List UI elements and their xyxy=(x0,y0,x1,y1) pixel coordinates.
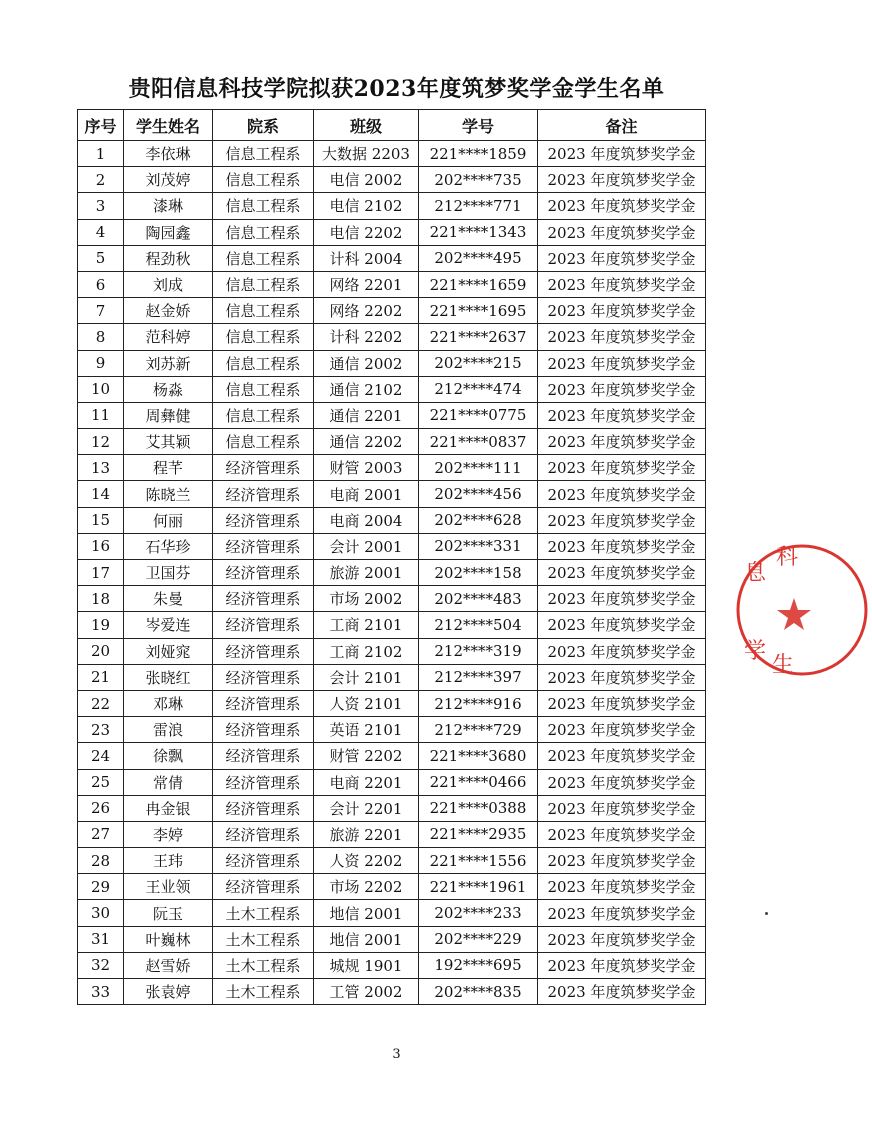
row-no: 11 xyxy=(78,402,124,428)
student-name: 范科婷 xyxy=(124,324,213,350)
department: 信息工程系 xyxy=(213,324,314,350)
table-row xyxy=(78,743,706,769)
header-no: 序号 xyxy=(78,110,124,141)
table-row xyxy=(78,429,706,455)
student-name: 刘苏新 xyxy=(124,350,213,376)
row-no: 3 xyxy=(78,193,124,219)
student-id: 221****2637 xyxy=(419,324,538,350)
department: 经济管理系 xyxy=(213,690,314,716)
class-name: 大数据 2203 xyxy=(314,141,419,167)
student-name: 何丽 xyxy=(124,507,213,533)
student-id: 221****3680 xyxy=(419,743,538,769)
department: 信息工程系 xyxy=(213,167,314,193)
row-no: 16 xyxy=(78,533,124,559)
class-name: 会计 2201 xyxy=(314,795,419,821)
row-no: 14 xyxy=(78,481,124,507)
table-row xyxy=(78,926,706,952)
row-no: 19 xyxy=(78,612,124,638)
class-name: 通信 2202 xyxy=(314,429,419,455)
remark: 2023 年度筑梦奖学金 xyxy=(538,586,706,612)
table-row xyxy=(78,455,706,481)
class-name: 工管 2002 xyxy=(314,979,419,1005)
remark: 2023 年度筑梦奖学金 xyxy=(538,717,706,743)
row-no: 22 xyxy=(78,690,124,716)
student-id: 202****835 xyxy=(419,979,538,1005)
table-row xyxy=(78,376,706,402)
department: 信息工程系 xyxy=(213,429,314,455)
svg-text:学: 学 xyxy=(744,639,767,664)
student-name: 朱曼 xyxy=(124,586,213,612)
class-name: 地信 2001 xyxy=(314,926,419,952)
department: 经济管理系 xyxy=(213,821,314,847)
student-name: 邓琳 xyxy=(124,690,213,716)
header-name: 学生姓名 xyxy=(124,110,213,141)
department: 土木工程系 xyxy=(213,900,314,926)
department: 经济管理系 xyxy=(213,533,314,559)
remark: 2023 年度筑梦奖学金 xyxy=(538,429,706,455)
table-row xyxy=(78,979,706,1005)
student-id: 202****735 xyxy=(419,167,538,193)
remark: 2023 年度筑梦奖学金 xyxy=(538,638,706,664)
student-id: 221****0837 xyxy=(419,429,538,455)
student-name: 程芊 xyxy=(124,455,213,481)
table-row xyxy=(78,350,706,376)
page-number: 3 xyxy=(392,1047,401,1062)
row-no: 15 xyxy=(78,507,124,533)
class-name: 市场 2002 xyxy=(314,586,419,612)
class-name: 电信 2002 xyxy=(314,167,419,193)
row-no: 7 xyxy=(78,298,124,324)
student-id: 221****1695 xyxy=(419,298,538,324)
student-id: 212****397 xyxy=(419,664,538,690)
remark: 2023 年度筑梦奖学金 xyxy=(538,271,706,297)
row-no: 4 xyxy=(78,219,124,245)
scan-speck xyxy=(765,912,768,915)
row-no: 18 xyxy=(78,586,124,612)
department: 经济管理系 xyxy=(213,664,314,690)
student-id: 202****229 xyxy=(419,926,538,952)
student-id: 221****0466 xyxy=(419,769,538,795)
department: 经济管理系 xyxy=(213,717,314,743)
row-no: 9 xyxy=(78,350,124,376)
remark: 2023 年度筑梦奖学金 xyxy=(538,769,706,795)
remark: 2023 年度筑梦奖学金 xyxy=(538,690,706,716)
remark: 2023 年度筑梦奖学金 xyxy=(538,664,706,690)
remark: 2023 年度筑梦奖学金 xyxy=(538,848,706,874)
row-no: 1 xyxy=(78,141,124,167)
remark: 2023 年度筑梦奖学金 xyxy=(538,979,706,1005)
header-department: 院系 xyxy=(213,110,314,141)
student-name: 冉金银 xyxy=(124,795,213,821)
table-row xyxy=(78,900,706,926)
remark: 2023 年度筑梦奖学金 xyxy=(538,402,706,428)
student-id: 202****158 xyxy=(419,560,538,586)
student-name: 张晓红 xyxy=(124,664,213,690)
table-row xyxy=(78,586,706,612)
student-id: 221****1859 xyxy=(419,141,538,167)
table-row xyxy=(78,848,706,874)
class-name: 电商 2201 xyxy=(314,769,419,795)
header-class: 班级 xyxy=(314,110,419,141)
department: 信息工程系 xyxy=(213,271,314,297)
student-id: 202****456 xyxy=(419,481,538,507)
department: 经济管理系 xyxy=(213,874,314,900)
student-id: 202****495 xyxy=(419,245,538,271)
official-seal xyxy=(732,540,872,680)
department: 信息工程系 xyxy=(213,193,314,219)
student-id: 202****233 xyxy=(419,900,538,926)
remark: 2023 年度筑梦奖学金 xyxy=(538,533,706,559)
remark: 2023 年度筑梦奖学金 xyxy=(538,926,706,952)
remark: 2023 年度筑梦奖学金 xyxy=(538,612,706,638)
department: 信息工程系 xyxy=(213,219,314,245)
table-row xyxy=(78,298,706,324)
department: 信息工程系 xyxy=(213,298,314,324)
page-title: 贵阳信息科技学院拟获2023年度筑梦奖学金学生名单 xyxy=(128,76,665,102)
class-name: 网络 2201 xyxy=(314,271,419,297)
department: 信息工程系 xyxy=(213,245,314,271)
class-name: 人资 2101 xyxy=(314,690,419,716)
remark: 2023 年度筑梦奖学金 xyxy=(538,455,706,481)
table-row xyxy=(78,769,706,795)
student-id: 212****771 xyxy=(419,193,538,219)
department: 信息工程系 xyxy=(213,376,314,402)
class-name: 工商 2101 xyxy=(314,612,419,638)
row-no: 6 xyxy=(78,271,124,297)
remark: 2023 年度筑梦奖学金 xyxy=(538,219,706,245)
remark: 2023 年度筑梦奖学金 xyxy=(538,376,706,402)
department: 信息工程系 xyxy=(213,402,314,428)
student-name: 艾其颖 xyxy=(124,429,213,455)
class-name: 工商 2102 xyxy=(314,638,419,664)
remark: 2023 年度筑梦奖学金 xyxy=(538,481,706,507)
class-name: 网络 2202 xyxy=(314,298,419,324)
table-row xyxy=(78,507,706,533)
student-name: 叶巍林 xyxy=(124,926,213,952)
department: 经济管理系 xyxy=(213,560,314,586)
student-name: 岑爱连 xyxy=(124,612,213,638)
svg-text:科: 科 xyxy=(776,545,799,570)
class-name: 计科 2004 xyxy=(314,245,419,271)
class-name: 市场 2202 xyxy=(314,874,419,900)
class-name: 城规 1901 xyxy=(314,952,419,978)
table-row xyxy=(78,638,706,664)
class-name: 电信 2202 xyxy=(314,219,419,245)
student-name: 李婷 xyxy=(124,821,213,847)
row-no: 31 xyxy=(78,926,124,952)
student-name: 刘成 xyxy=(124,271,213,297)
table-row xyxy=(78,717,706,743)
department: 经济管理系 xyxy=(213,743,314,769)
department: 土木工程系 xyxy=(213,926,314,952)
table-row xyxy=(78,402,706,428)
class-name: 电信 2102 xyxy=(314,193,419,219)
student-name: 赵金娇 xyxy=(124,298,213,324)
row-no: 30 xyxy=(78,900,124,926)
table-row xyxy=(78,874,706,900)
remark: 2023 年度筑梦奖学金 xyxy=(538,795,706,821)
student-id: 221****0775 xyxy=(419,402,538,428)
student-name: 李依琳 xyxy=(124,141,213,167)
table-row xyxy=(78,690,706,716)
class-name: 会计 2101 xyxy=(314,664,419,690)
department: 经济管理系 xyxy=(213,507,314,533)
row-no: 29 xyxy=(78,874,124,900)
class-name: 会计 2001 xyxy=(314,533,419,559)
row-no: 25 xyxy=(78,769,124,795)
table-header-row xyxy=(78,110,706,141)
student-name: 王业领 xyxy=(124,874,213,900)
remark: 2023 年度筑梦奖学金 xyxy=(538,821,706,847)
remark: 2023 年度筑梦奖学金 xyxy=(538,298,706,324)
remark: 2023 年度筑梦奖学金 xyxy=(538,874,706,900)
remark: 2023 年度筑梦奖学金 xyxy=(538,193,706,219)
student-id: 221****2935 xyxy=(419,821,538,847)
student-name: 程劲秋 xyxy=(124,245,213,271)
student-id: 212****319 xyxy=(419,638,538,664)
student-name: 王玮 xyxy=(124,848,213,874)
table-row xyxy=(78,952,706,978)
remark: 2023 年度筑梦奖学金 xyxy=(538,743,706,769)
student-name: 石华珍 xyxy=(124,533,213,559)
class-name: 财管 2202 xyxy=(314,743,419,769)
student-id: 221****1659 xyxy=(419,271,538,297)
remark: 2023 年度筑梦奖学金 xyxy=(538,952,706,978)
row-no: 5 xyxy=(78,245,124,271)
row-no: 8 xyxy=(78,324,124,350)
class-name: 旅游 2201 xyxy=(314,821,419,847)
table-row xyxy=(78,219,706,245)
header-remark: 备注 xyxy=(538,110,706,141)
student-id: 221****1556 xyxy=(419,848,538,874)
svg-text:生: 生 xyxy=(772,653,795,678)
remark: 2023 年度筑梦奖学金 xyxy=(538,141,706,167)
table-row xyxy=(78,612,706,638)
row-no: 24 xyxy=(78,743,124,769)
student-id: 192****695 xyxy=(419,952,538,978)
student-name: 陈晓兰 xyxy=(124,481,213,507)
student-name: 雷浪 xyxy=(124,717,213,743)
class-name: 人资 2202 xyxy=(314,848,419,874)
student-id: 202****483 xyxy=(419,586,538,612)
class-name: 地信 2001 xyxy=(314,900,419,926)
table-row xyxy=(78,245,706,271)
student-name: 杨淼 xyxy=(124,376,213,402)
row-no: 17 xyxy=(78,560,124,586)
class-name: 英语 2101 xyxy=(314,717,419,743)
student-id: 202****331 xyxy=(419,533,538,559)
remark: 2023 年度筑梦奖学金 xyxy=(538,560,706,586)
student-id: 212****729 xyxy=(419,717,538,743)
svg-text:息: 息 xyxy=(744,561,767,586)
student-name: 周彝健 xyxy=(124,402,213,428)
student-name: 徐飘 xyxy=(124,743,213,769)
row-no: 21 xyxy=(78,664,124,690)
student-id: 212****916 xyxy=(419,690,538,716)
remark: 2023 年度筑梦奖学金 xyxy=(538,245,706,271)
student-name: 常倩 xyxy=(124,769,213,795)
row-no: 12 xyxy=(78,429,124,455)
table-row xyxy=(78,193,706,219)
row-no: 20 xyxy=(78,638,124,664)
row-no: 33 xyxy=(78,979,124,1005)
class-name: 旅游 2001 xyxy=(314,560,419,586)
class-name: 电商 2001 xyxy=(314,481,419,507)
class-name: 财管 2003 xyxy=(314,455,419,481)
remark: 2023 年度筑梦奖学金 xyxy=(538,167,706,193)
table-row xyxy=(78,167,706,193)
table-row xyxy=(78,821,706,847)
student-id: 202****628 xyxy=(419,507,538,533)
row-no: 10 xyxy=(78,376,124,402)
student-id: 212****474 xyxy=(419,376,538,402)
student-list-table xyxy=(77,109,706,1005)
table-row xyxy=(78,533,706,559)
student-id: 202****215 xyxy=(419,350,538,376)
row-no: 23 xyxy=(78,717,124,743)
table-row xyxy=(78,271,706,297)
header-student-id: 学号 xyxy=(419,110,538,141)
row-no: 26 xyxy=(78,795,124,821)
student-id: 202****111 xyxy=(419,455,538,481)
department: 经济管理系 xyxy=(213,848,314,874)
class-name: 通信 2002 xyxy=(314,350,419,376)
student-id: 212****504 xyxy=(419,612,538,638)
class-name: 通信 2102 xyxy=(314,376,419,402)
table-row xyxy=(78,560,706,586)
class-name: 电商 2004 xyxy=(314,507,419,533)
remark: 2023 年度筑梦奖学金 xyxy=(538,324,706,350)
department: 经济管理系 xyxy=(213,795,314,821)
remark: 2023 年度筑梦奖学金 xyxy=(538,900,706,926)
table-row xyxy=(78,795,706,821)
department: 土木工程系 xyxy=(213,952,314,978)
department: 信息工程系 xyxy=(213,141,314,167)
department: 经济管理系 xyxy=(213,586,314,612)
class-name: 通信 2201 xyxy=(314,402,419,428)
student-name: 卫国芬 xyxy=(124,560,213,586)
table-row xyxy=(78,141,706,167)
student-name: 漆琳 xyxy=(124,193,213,219)
row-no: 27 xyxy=(78,821,124,847)
department: 信息工程系 xyxy=(213,350,314,376)
student-id: 221****0388 xyxy=(419,795,538,821)
remark: 2023 年度筑梦奖学金 xyxy=(538,507,706,533)
department: 经济管理系 xyxy=(213,455,314,481)
department: 经济管理系 xyxy=(213,612,314,638)
department: 土木工程系 xyxy=(213,979,314,1005)
department: 经济管理系 xyxy=(213,638,314,664)
department: 经济管理系 xyxy=(213,769,314,795)
row-no: 28 xyxy=(78,848,124,874)
student-name: 张袁婷 xyxy=(124,979,213,1005)
student-id: 221****1961 xyxy=(419,874,538,900)
row-no: 13 xyxy=(78,455,124,481)
student-name: 陶园鑫 xyxy=(124,219,213,245)
student-name: 赵雪娇 xyxy=(124,952,213,978)
row-no: 32 xyxy=(78,952,124,978)
department: 经济管理系 xyxy=(213,481,314,507)
remark: 2023 年度筑梦奖学金 xyxy=(538,350,706,376)
row-no: 2 xyxy=(78,167,124,193)
table-row xyxy=(78,481,706,507)
table-row xyxy=(78,664,706,690)
student-name: 刘茂婷 xyxy=(124,167,213,193)
table-row xyxy=(78,324,706,350)
class-name: 计科 2202 xyxy=(314,324,419,350)
student-name: 刘娅窕 xyxy=(124,638,213,664)
student-name: 阮玉 xyxy=(124,900,213,926)
student-id: 221****1343 xyxy=(419,219,538,245)
